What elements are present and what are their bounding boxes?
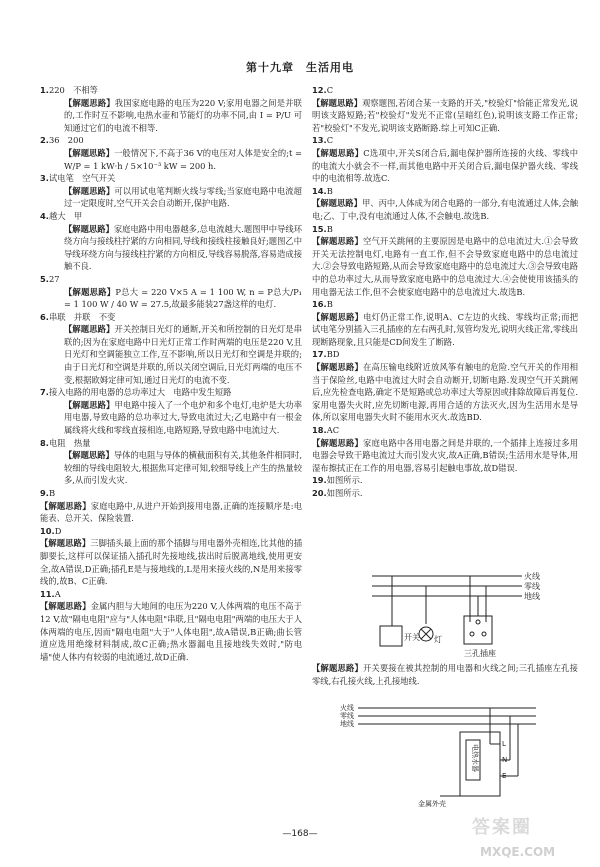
solution-text: 在高压输电线附近放风筝有触电的危险.空气开关的作用相当于保险丝,电路中电流过大时会自动断开,切断电路.发现空气开关跳闸后,应先检查电路,确定不是短路或总功率过大等原因或排除故障后再复位.家用电器失火时,应先切断电源,再用合适的方法灭火,因为生活用水是导体,所以家用电器失火时不能用水灭火.故选BD. [312,362,578,423]
solution-tag: 【解题思路】 [64,286,116,297]
question-number: 10. [40,525,55,536]
answer-item [312,134,578,184]
answer-item [40,323,302,386]
fig20-neutral-label: 零线 [340,712,354,720]
answer-item [40,185,302,210]
solution-tag: 【解题思路】 [64,399,115,410]
answer-item [40,386,302,399]
answer-text: 电阻 热量 [48,437,91,448]
answer-text: BD [326,349,340,360]
solution-tag: 【解题思路】 [312,147,364,158]
fig19-earth-label: 地线 [524,592,540,601]
question-number: 20. [312,488,327,498]
fig20-N-label: N [502,756,508,764]
fig19-lamp-label: 灯 [434,635,442,644]
answer-text: 36 200 [48,135,84,146]
question-number: 11. [40,588,55,599]
chapter-title: 第十九章 生活用电 [246,61,354,74]
note-tag: 【解题思路】 [312,663,363,673]
answer-item [40,311,302,324]
answer-item [40,97,302,135]
solution-tag: 【解题思路】 [312,236,363,247]
question-number: 9. [40,488,49,498]
solution-tag: 【解题思路】 [64,223,114,234]
answer-item [312,185,578,223]
fig20-E-label: E [502,772,507,780]
fig20-earth-label: 地线 [340,720,354,728]
fig19-socket-label: 三孔插座 [464,649,496,658]
answer-item [40,134,302,147]
question-number: 15. [312,223,327,234]
note-text: 开关要接在被其控制的用电器和火线之间;三孔插座左孔接零线,右孔接火线,上孔接地线. [312,663,578,686]
solution-tag: 【解题思路】 [64,450,114,461]
answer-item [40,84,302,97]
answer-item [312,348,578,424]
question-number: 14. [312,185,327,196]
question-number: 19. [312,475,327,486]
watermark-url: MXQE.COM [480,845,556,859]
question-number: 6. [40,311,49,322]
answer-text: B [326,185,333,196]
question-number: 18. [312,425,327,436]
answer-item [312,474,578,487]
answer-item [312,487,578,500]
solution-tag: 【解题思路】 [312,437,363,448]
answer-item [40,172,302,185]
answer-text: C [326,85,334,95]
answer-item [40,487,302,525]
answer-item [40,525,302,588]
figure-19-circuit [372,568,552,660]
answer-text: B [326,299,333,310]
solution-tag: 【解题思路】 [64,97,115,108]
answer-text: 如图所示. [326,475,363,486]
solution-text: 电灯仍正常工作,说明A、C左边的火线、零线均正常;而把试电笔分别插入三孔插座的左右两孔时,氖管均发光,说明火线正常,零线出现断路现象,且只能是CD间发生了断路. [312,311,578,347]
fig19-neutral-label: 零线 [524,582,540,591]
solution-text: 我国家庭电路的电压为220 V;家用电器之间是并联的,工作时互不影响,电热水壶和节能灯的功率不同,由 I = P/U 可知通过它们的电流不相等. [64,97,302,133]
answer-text: 220 不相等 [48,85,98,95]
fig20-box-label: 电热水器 [471,744,479,772]
answer-item [40,449,302,487]
question-number: 4. [40,210,49,221]
solution-text: 可以用试电笔判断火线与零线;当家庭电路中电流超过一定限度时,空气开关会自动断开,保护电路. [64,185,302,209]
solution-tag: 【解题思路】 [312,97,363,108]
solution-tag: 【解题思路】 [312,198,362,209]
solution-tag: 【解题思路】 [40,601,91,612]
question-number: 16. [312,299,327,310]
answer-text: D [54,525,62,536]
answer-item [40,399,302,437]
solution-text: 空气开关跳闸的主要原因是电路中的总电流过大.①会导致开关无法控制电灯,电路有一直工作,但不会导致家庭电路中的总电流过大.②会导致电路短路,从而会导致家庭电路中的总电流过大.③会导致电路中的总功率过大,从而导致家庭电路中的总电流过大.④会使使用该插头的用电器无法工作,但不会使家庭电路中的总电流过大.故选B. [312,236,578,297]
answer-item [40,223,302,273]
solution-text: C选项中,开关S闭合后,漏电保护器所连接的火线、零线中的电流大小就会不一样,而其他电路中开关闭合后,漏电保护器火线、零线中的电流相等.故选C. [312,147,578,184]
solution-text: 一般情况下,不高于36 V的电压对人体是安全的;t = W/P = 1 kW·h / 5×10⁻³ kW = 200 h. [64,147,302,171]
solution-tag: 【解题思路】 [64,147,115,158]
answer-item [40,210,302,223]
solution-text: 金属内胆与大地间的电压为220 V,人体两端的电压不高于12 V,故"隔电电阻"应与"人体电阻"串联,且"隔电电阻"两端的电压大于人体两端的电压,因而"隔电电阻"大于"人体电阻",故A错误,B正确;曲长管道应选用绝缘材料制成,故C正确;热水器漏电且接地线失效时,"防电墙"使人体内有较弱的电流通过,故D正确. [40,601,302,662]
question-number: 7. [40,387,49,398]
answer-text: 接入电路的用电器的总功率过大 电路中发生短路 [48,387,232,398]
answer-text: 27 [48,273,60,284]
answer-text: C [326,135,334,146]
answer-item [312,424,578,474]
solution-tag: 【解题思路】 [40,538,91,549]
question-number: 3. [40,173,49,184]
answer-item [40,286,302,311]
solution-text: 家庭电路中各用电器之间是并联的,一个插排上连接过多用电器会导致干路电流过大而引发火灾,故A正确,B错误;生活用水是导体,用湿布擦拭正在工作的用电器,容易引起触电事故,故D错误. [312,437,578,473]
figure-20-circuit [340,700,540,812]
solution-tag: 【解题思路】 [312,311,364,322]
solution-tag: 【解题思路】 [64,324,115,335]
solution-text: 家庭电路中用电器越多,总电流越大.题图甲中导线环绕方向与接线柱拧紧的方向相同,导线和接线柱接触良好;题图乙中导线环绕方向与接线柱拧紧的方向相反,导线容易脱落,容易造成接触不良. [64,223,302,272]
fig19-switch-label: 开关 [404,633,420,642]
answer-text: B [48,488,56,498]
answer-text: 串联 并联 不变 [48,311,116,322]
fig19-note [312,662,578,687]
answer-text: 如图所示. [326,488,363,498]
fig20-shell-label: 金属外壳 [418,800,446,808]
answer-text: AC [326,425,340,436]
watermark-logo: 答案圈 [472,817,532,838]
fig20-L-label: L [502,740,506,748]
question-number: 8. [40,437,49,448]
answer-item [40,273,302,286]
question-number: 17. [312,349,327,360]
fig20-live-label: 火线 [340,704,354,712]
solution-tag: 【解题思路】 [312,362,363,373]
solution-text: P总大 = 220 V×5 A = 1 100 W, n = P总大/P₁ = 1 100 W / 40 W = 27.5,故最多能装27盏这样的电灯. [64,286,302,310]
left-column [40,84,302,663]
question-number: 2. [40,135,49,146]
solution-text: 甲电路中接入了一个电炉和多个电灯,电炉是大功率用电器,导致电路的总功率过大,导致电流过大;乙电路中有一根金属线将火线和零线直接相连,电路短路,导致电路中电流过大. [64,399,302,436]
question-number: 5. [40,273,49,284]
question-number: 12. [312,85,327,95]
answer-item [40,588,302,664]
answer-item [40,437,302,450]
question-number: 13. [312,135,327,146]
answer-text: 试电笔 空气开关 [48,173,116,184]
solution-text: 三脚插头最上面的那个插脚与用电器外壳相连,比其他的插脚要长,这样可以保证插入插孔时先接地线,拔出时后脱离地线,使用更安全,故A错误,D正确;插孔E是与接地线的,L是用来接火线的,N是用来接零线的,故B、C正确. [40,538,302,587]
page-number: —168— [282,829,318,839]
answer-item [312,223,578,299]
answer-text: B [326,223,333,234]
answer-item [312,298,578,348]
answer-text: 越大 甲 [48,210,83,221]
solution-text: 导体的电阻与导体的横截面积有关,其他条件相同时,较细的导线电阻较大,根据焦耳定律可知,较细导线上产生的热量较多,从而引发火灾. [64,450,302,486]
solution-text: 开关控制日光灯的通断,开关和所控制的日光灯是串联的;因为在家庭电路中日光灯正常工作时两端的电压是220 V,且日光灯和空调能独立工作,互不影响,所以日光灯和空调是并联的;由于日光灯和空调是并联的,所以关闭空调后,日光灯两端的电压不变,根据欧姆定律可知,通过日光灯的电流不变. [64,324,302,385]
right-column [312,84,578,500]
answer-item [312,84,578,134]
solution-tag: 【解题思路】 [64,185,115,196]
solution-text: 观察题图,若闭合某一支路的开关,"校验灯"恰能正常发光,说明该支路短路;若"校验灯"发光不正常(呈暗红色),说明该支路工作正常;若"校验灯"不发光,说明该支路断路.综上可知C正确. [312,97,578,133]
fig19-live-label: 火线 [524,572,540,581]
answer-text: A [54,588,61,599]
solution-text: 甲、丙中,人体成为闭合电路的一部分,有电流通过人体,会触电;乙、丁中,没有电流通过人体,不会触电.故选B. [312,198,578,221]
answer-item [40,147,302,172]
solution-tag: 【解题思路】 [40,500,91,511]
solution-text: 家庭电路中,从进户开始到接用电器,正确的连接顺序是:电能表、总开关、保险装置. [40,500,302,524]
question-number: 1. [40,85,49,95]
